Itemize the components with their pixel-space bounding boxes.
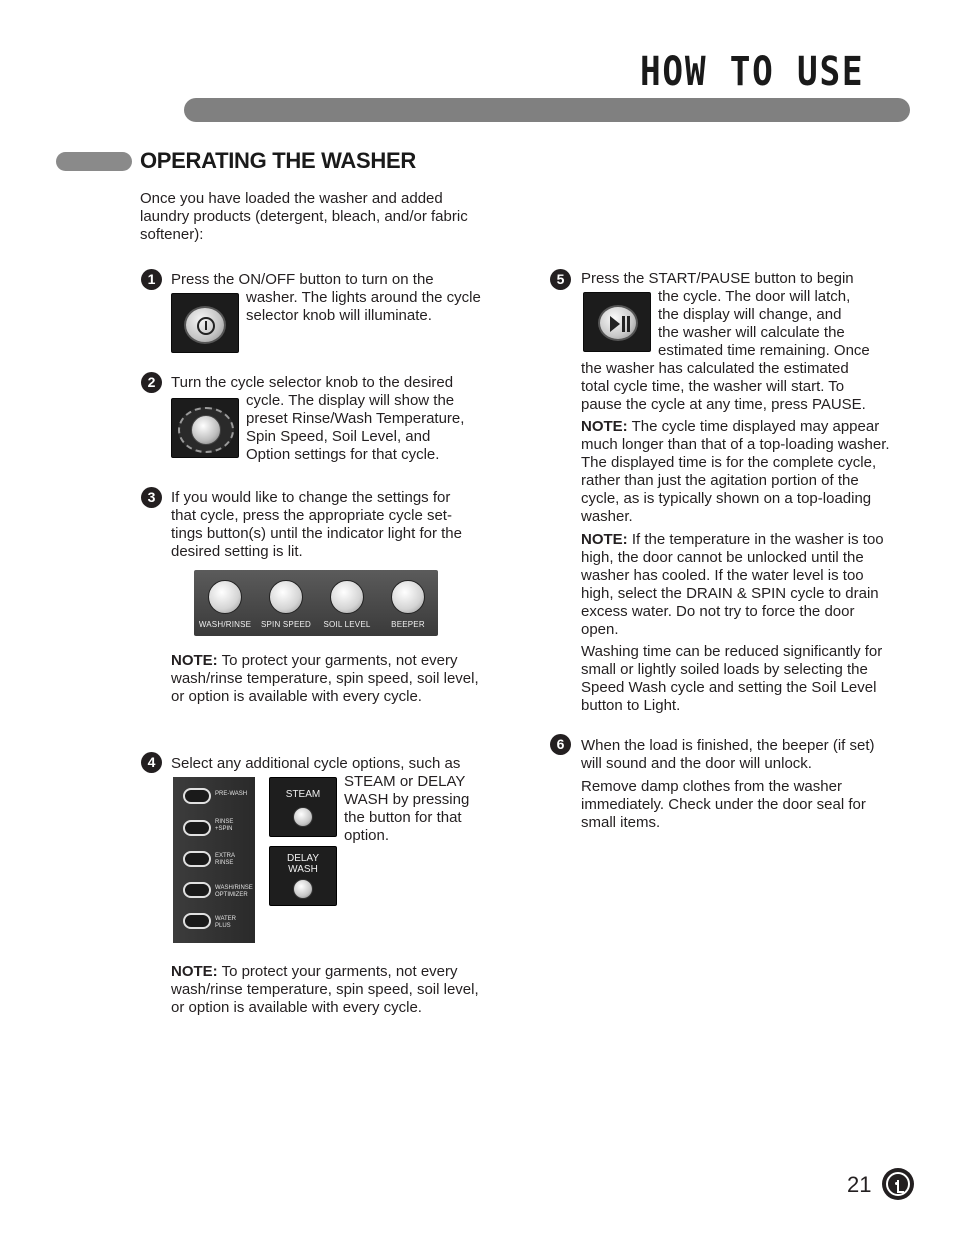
step-5-line-3: the display will change, and: [658, 306, 842, 323]
step-4-number: 4: [141, 752, 162, 773]
delay-wash-button: [293, 879, 313, 899]
section-pill: [56, 152, 132, 171]
step-1-line-3: selector knob will illuminate.: [246, 307, 432, 324]
step-3-line-4: desired setting is lit.: [171, 543, 303, 560]
water-plus-label: WATER PLUS: [215, 916, 236, 929]
step-5-line-7: total cycle time, the washer will start. To: [581, 378, 845, 395]
step-4-line-5: option.: [344, 827, 390, 844]
step-5-line-2: the cycle. The door will latch,: [658, 288, 851, 305]
note-label: NOTE:: [171, 652, 218, 669]
lg-logo-foot: [897, 1191, 904, 1193]
step-4-line-3: WASH by pressing: [344, 791, 470, 808]
page-header-title: HOW TO USE: [640, 49, 865, 95]
step-5-note-1: [581, 418, 899, 526]
steam-button-photo: [269, 777, 337, 837]
step-2-line-4: Spin Speed, Soil Level, and: [246, 428, 431, 445]
delay-label-2: WASH: [288, 864, 318, 875]
cycle-knob-icon: [191, 415, 221, 445]
page-number: 21: [847, 1172, 872, 1197]
step-2-line-1: Turn the cycle selector knob to the desired: [171, 374, 454, 391]
wash-rinse-button: [208, 580, 242, 614]
power-button-photo: [171, 293, 239, 353]
intro-text: Once you have loaded the washer and added laundry products (detergent, bleach, and/or fabric softener):: [140, 190, 468, 243]
step-3-line-3: tings button(s) until the indicator light for the: [171, 525, 462, 542]
step-1-number: 1: [141, 269, 162, 290]
section-title: OPERATING THE WASHER: [140, 148, 416, 173]
delay-wash-button-photo: [269, 846, 337, 906]
play-triangle: [610, 316, 620, 332]
extra-rinse-button: [183, 851, 211, 867]
start-pause-button-photo: [583, 292, 651, 352]
wash-rinse-label: WASH/RINSE: [198, 620, 252, 629]
rinse-spin-button: [183, 820, 211, 836]
step-5-number: 5: [550, 269, 571, 290]
beeper-label: BEEPER: [391, 620, 425, 629]
cycle-settings-panel-photo: [194, 570, 438, 636]
note-label: NOTE:: [171, 963, 218, 980]
step-5-note-2: [581, 531, 891, 639]
power-icon: [197, 317, 215, 335]
step-4-line-4: the button for that: [344, 809, 462, 826]
step-1-line-2: washer. The lights around the cycle: [246, 289, 481, 306]
step-5-line-5: estimated time remaining. Once: [658, 342, 870, 359]
delay-label-1: DELAY: [286, 853, 320, 864]
step-3-note: [171, 652, 481, 706]
note-text: The cycle time displayed may appear much longer than that of a top-loading washer. The displayed time is for the complete cycle, rather than just the agitation portion of the cycle, as is typically shown on a top-loading washer.: [581, 418, 890, 525]
step-2-line-3: preset Rinse/Wash Temperature,: [246, 410, 465, 427]
step-6-line-2: will sound and the door will unlock.: [581, 755, 812, 772]
note-label: NOTE:: [581, 531, 628, 548]
play-pause-icon: [598, 305, 638, 341]
step-1-line-1: Press the ON/OFF button to turn on the: [171, 271, 434, 288]
lg-logo-ring: [886, 1172, 910, 1196]
step-6-number: 6: [550, 734, 571, 755]
spin-speed-label: SPIN SPEED: [260, 620, 311, 629]
rinse-spin-label: RINSE +SPIN: [215, 819, 234, 832]
power-button: [184, 306, 226, 344]
steam-label: STEAM: [285, 789, 321, 800]
step-6-line-1: When the load is finished, the beeper (if set): [581, 737, 875, 754]
step-5-line-1: Press the START/PAUSE button to begin: [581, 270, 854, 287]
wash-time-paragraph: Washing time can be reduced significantly for small or lightly soiled loads by selecting the Speed Wash cycle and setting the Soil Level button to Light.: [581, 643, 883, 714]
step-4-line-2: STEAM or DELAY: [344, 773, 466, 790]
lg-logo: [882, 1168, 914, 1200]
step-3-number: 3: [141, 487, 162, 508]
step-2-number: 2: [141, 372, 162, 393]
wash-rinse-optimizer-label: WASH/RINSE OPTIMIZER: [215, 885, 253, 898]
step-5-line-4: the washer will calculate the: [658, 324, 845, 341]
soil-level-label: SOIL LEVEL: [323, 620, 371, 629]
pause-bar-1: [622, 316, 625, 332]
wash-rinse-optimizer-button: [183, 882, 211, 898]
step-2-line-2: cycle. The display will show the: [246, 392, 455, 409]
pause-bar-2: [627, 316, 630, 332]
note-text: If the temperature in the washer is too high, the door cannot be unlocked until the washer has cooled. If the water level is too high, select the DRAIN & SPIN cycle to drain excess water. Do not try to force the door open.: [581, 531, 884, 638]
step-3-line-2: that cycle, press the appropriate cycle set-: [171, 507, 452, 524]
note-text: To protect your garments, not every wash/rinse temperature, spin speed, soil level, or option is available with every cycle.: [171, 652, 479, 705]
step-5-line-8: pause the cycle at any time, press PAUSE.: [581, 396, 866, 413]
water-plus-button: [183, 913, 211, 929]
pre-wash-button: [183, 788, 211, 804]
step-3-line-1: If you would like to change the settings for: [171, 489, 451, 506]
spin-speed-button: [269, 580, 303, 614]
remove-clothes-paragraph: Remove damp clothes from the washer immediately. Check under the door seal for small items.: [581, 778, 866, 831]
cycle-knob-photo: [171, 398, 239, 458]
options-panel-photo: [173, 777, 255, 943]
steam-button: [293, 807, 313, 827]
soil-level-button: [330, 580, 364, 614]
extra-rinse-label: EXTRA RINSE: [215, 853, 236, 866]
header-bar: [184, 98, 910, 122]
step-4-line-1: Select any additional cycle options, such as: [171, 755, 461, 772]
pre-wash-label: PRE-WASH: [215, 791, 248, 797]
step-2-line-5: Option settings for that cycle.: [246, 446, 440, 463]
note-text: To protect your garments, not every wash/rinse temperature, spin speed, soil level, or option is available with every cycle.: [171, 963, 479, 1016]
beeper-button: [391, 580, 425, 614]
step-4-note: [171, 963, 481, 1017]
step-5-line-6: the washer has calculated the estimated: [581, 360, 849, 377]
note-label: NOTE:: [581, 418, 628, 435]
